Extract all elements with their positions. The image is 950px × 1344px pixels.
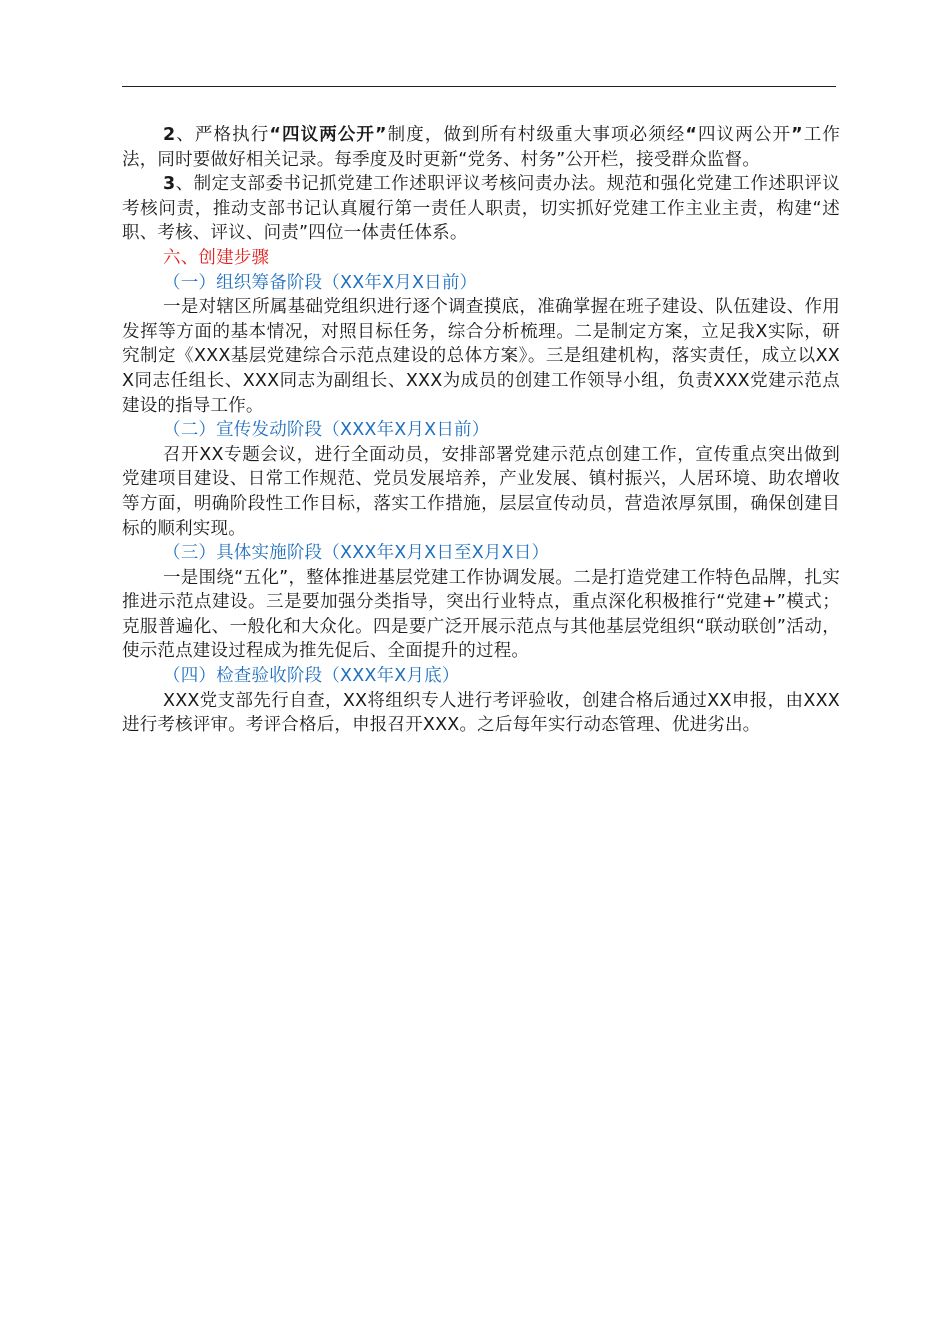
item-2-paragraph: 2、严格执行“四议两公开”制度，做到所有村级重大事项必须经“四议两公开”工作法，同时要做好相关记录。每季度及时更新“党务、村务”公开栏，接受群众监督。 [122, 125, 841, 170]
stage-1-paragraph: 一是对辖区所属基础党组织进行逐个调查摸底，准确掌握在班子建设、队伍建设、作用发挥等方面的基本情况，对照目标任务，综合分析梳理。二是制定方案，立足我X实际，研究制定《XXX基层党建综合示范点建设的总体方案》。三是组建机构，落实责任，成立以XXX同志任组长、XXX同志为副组长、XXX为成员的创建工作领导小组，负责XXX党建示范点建设的指导工作。 [122, 297, 840, 416]
stage-3-paragraph: 一是围绕“五化”，整体推进基层党建工作协调发展。二是打造党建工作特色品牌，扎实推进示范点建设。三是要加强分类指导，突出行业特点，重点深化积极推行“党建+”模式；克服普遍化、一般化和大众化。四是要广泛开展示范点与其他基层党组织“联动联创”活动，使示范点建设过程成为推先促后、全面提升的过程。 [122, 567, 840, 662]
item-2-number: 2 [163, 125, 176, 145]
stage-2-paragraph: 召开XX专题会议，进行全面动员，安排部署党建示范点创建工作，宣传重点突出做到党建项目建设、日常工作规范、党员发展培养，产业发展、镇村振兴，人居环境、助农增收等方面，明确阶段性工作目标，落实工作措施，层层宣传动员，营造浓厚氛围，确保创建目标的顺利实现。 [122, 444, 840, 539]
item-3-paragraph: 3、制定支部委书记抓党建工作述职评议考核问责办法。规范和强化党建工作述职评议考核问责，推动支部书记认真履行第一责任人职责，切实抓好党建工作主业主责，构建“述职、考核、评议、问责”四位一体责任体系。 [122, 174, 840, 244]
document-body [122, 123, 840, 738]
stage-2-heading: （二）宣传发动阶段（XXX年X月X日前） [163, 420, 490, 441]
stage-3-heading: （三）具体实施阶段（XXX年X月X日至X月X日） [163, 543, 550, 564]
stage-4-paragraph: XXX党支部先行自查，XX将组织专人进行考评验收，创建合格后通过XX申报，由XXX进行考核评审。考评合格后，申报召开XXX。之后每年实行动态管理、优进劣出。 [122, 690, 840, 736]
section-6-heading: 六、创建步骤 [163, 247, 270, 268]
stage-1-heading: （一）组织筹备阶段（XX年X月X日前） [163, 272, 478, 293]
stage-4-heading: （四）检查验收阶段（XXX年X月底） [163, 666, 460, 687]
header-rule [122, 86, 836, 87]
item-3-number: 3 [163, 174, 176, 195]
